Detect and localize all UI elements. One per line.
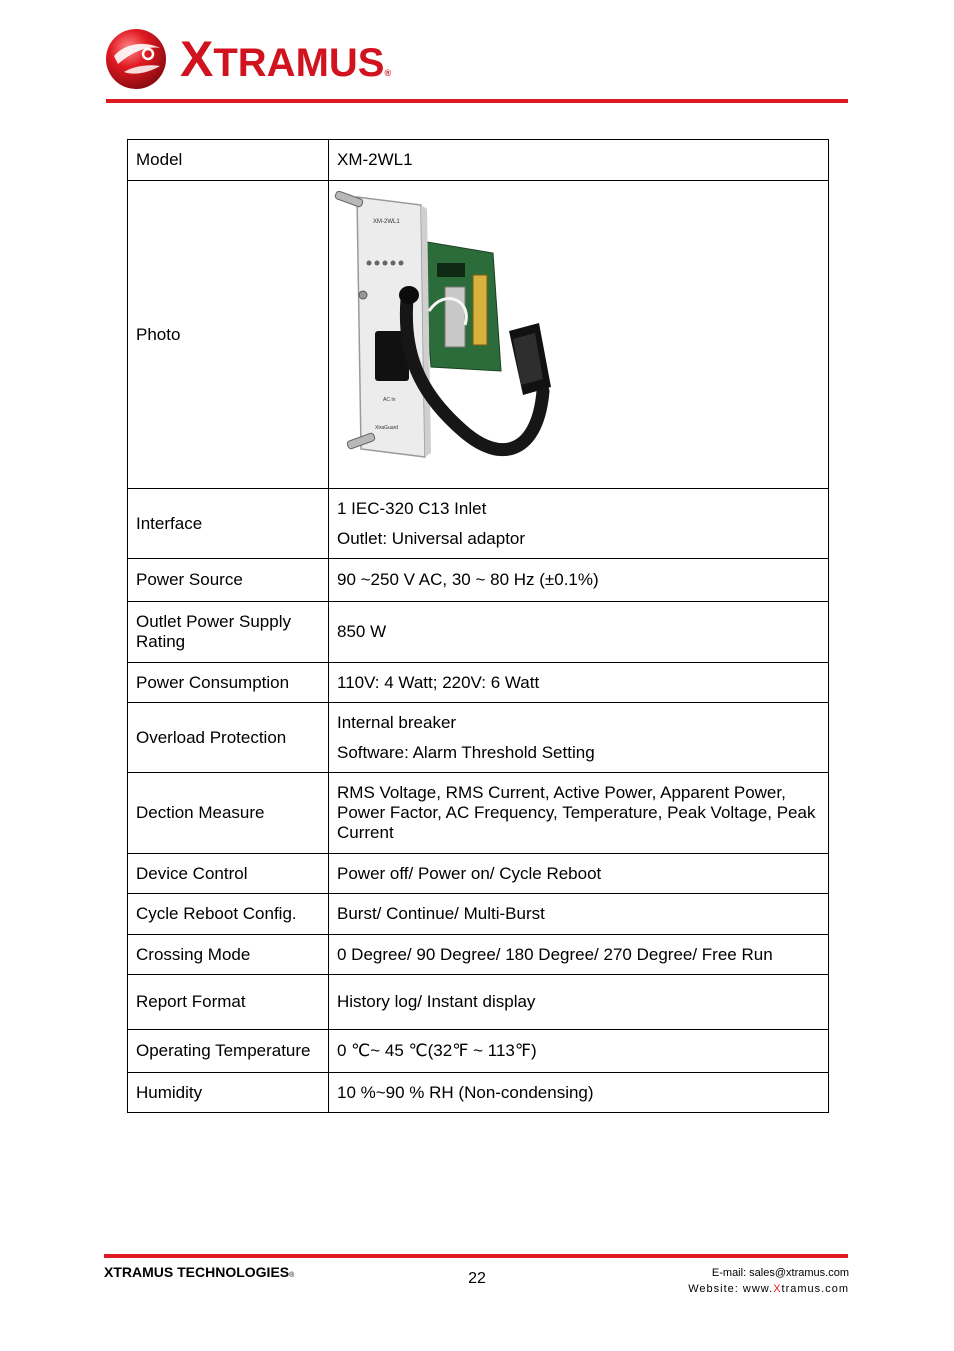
spec-value: RMS Voltage, RMS Current, Active Power, Apparent Power, Power Factor, AC Frequency, Temperature, Peak Voltage, Peak Current [329, 773, 829, 854]
table-row [128, 489, 829, 559]
footer-contact [688, 1265, 849, 1297]
spec-label: Device Control [128, 854, 329, 894]
page-number: 22 [468, 1270, 486, 1287]
spec-label: Power Consumption [128, 663, 329, 703]
footer-divider [104, 1254, 848, 1258]
spec-value: 10 %~90 % RH (Non-condensing) [329, 1073, 829, 1113]
spec-label: Power Source [128, 559, 329, 602]
table-row [128, 894, 829, 935]
spec-label: Report Format [128, 975, 329, 1030]
logo-sphere-icon [104, 26, 168, 90]
table-row [128, 854, 829, 894]
xtramus-logo [104, 26, 434, 96]
spec-value: 1 IEC-320 C13 Inlet Outlet: Universal adaptor [329, 489, 829, 559]
panel-model-label: XM-2WL1 [373, 219, 400, 225]
spec-value: 90 ~250 V AC, 30 ~ 80 Hz (±0.1%) [329, 559, 829, 602]
product-photo [333, 191, 557, 473]
spec-label: Photo [128, 181, 329, 489]
table-row [128, 663, 829, 703]
spec-label: Cycle Reboot Config. [128, 894, 329, 935]
table-row [128, 1073, 829, 1113]
table-row [128, 181, 829, 489]
footer-website: Website: www.Xtramus.com [688, 1283, 849, 1295]
table-row [128, 773, 829, 854]
table-row [128, 975, 829, 1030]
spec-value: 0 ℃~ 45 ℃(32℉ ~ 113℉) [329, 1030, 829, 1073]
footer-company: XTRAMUS TECHNOLOGIES® [104, 1264, 295, 1280]
spec-label: Crossing Mode [128, 935, 329, 975]
panel-brand-label: XtraGuard [375, 425, 399, 431]
spec-label: Outlet Power Supply Rating [128, 602, 329, 663]
spec-value: 110V: 4 Watt; 220V: 6 Watt [329, 663, 829, 703]
spec-value: Power off/ Power on/ Cycle Reboot [329, 854, 829, 894]
table-row [128, 1030, 829, 1073]
spec-table [127, 139, 829, 1113]
table-row [128, 935, 829, 975]
spec-label: Interface [128, 489, 329, 559]
table-row [128, 602, 829, 663]
spec-label: Overload Protection [128, 703, 329, 773]
spec-label: Operating Temperature [128, 1030, 329, 1073]
logo-wordmark: XTRAMUS® [180, 31, 392, 87]
svg-text:AC In: AC In [383, 397, 396, 403]
spec-label: Humidity [128, 1073, 329, 1113]
table-row [128, 559, 829, 602]
table-row [128, 703, 829, 773]
spec-value: Burst/ Continue/ Multi-Burst [329, 894, 829, 935]
table-row [128, 140, 829, 181]
spec-value: 850 W [329, 602, 829, 663]
product-photo-cell [329, 181, 829, 489]
spec-value: History log/ Instant display [329, 975, 829, 1030]
header-divider [106, 99, 848, 103]
spec-label: Dection Measure [128, 773, 329, 854]
footer-email: E-mail: sales@xtramus.com [711, 1267, 849, 1279]
spec-label: Model [128, 140, 329, 181]
spec-value: XM-2WL1 [329, 140, 829, 181]
spec-value: Internal breaker Software: Alarm Threshold Setting [329, 703, 829, 773]
spec-value: 0 Degree/ 90 Degree/ 180 Degree/ 270 Degree/ Free Run [329, 935, 829, 975]
